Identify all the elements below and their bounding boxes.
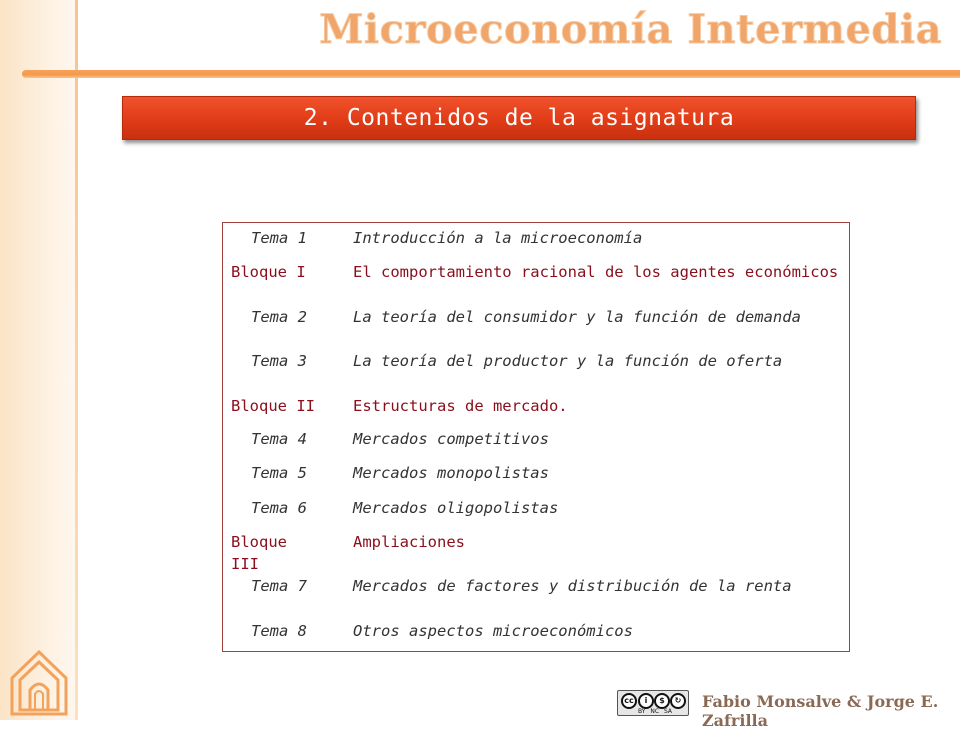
license-label: BY NC SA — [638, 708, 672, 715]
cc-icon: cc — [621, 693, 637, 709]
footer-authors: Fabio Monsalve & Jorge E. Zafrilla — [702, 692, 939, 730]
row-label: Tema 5 — [251, 464, 307, 482]
row-description: La teoría del consumidor y la función de demanda — [353, 308, 801, 326]
section-header: 2. Contenidos de la asignatura — [122, 96, 916, 140]
university-emblem-icon — [8, 650, 70, 716]
row-description: Mercados competitivos — [353, 430, 549, 448]
contents-table — [222, 222, 850, 652]
row-label: Tema 7 — [251, 577, 307, 595]
row-description: Estructuras de mercado. — [353, 397, 568, 415]
row-label: Tema 6 — [251, 499, 307, 517]
noncommercial-icon: $ — [654, 693, 670, 709]
row-description: Mercados de factores y distribución de la renta — [353, 577, 792, 595]
row-label: Bloque I — [231, 263, 306, 281]
row-label: Tema 8 — [251, 622, 307, 640]
left-decorative-band — [0, 0, 78, 720]
row-label: Tema 2 — [251, 308, 307, 326]
row-description: Mercados oligopolistas — [353, 499, 559, 517]
course-title: Microeconomía Intermedia — [319, 6, 942, 53]
row-description: Ampliaciones — [353, 533, 465, 551]
row-label: Bloque III — [231, 533, 287, 573]
attribution-icon: i — [638, 693, 654, 709]
title-underline — [22, 70, 960, 78]
row-description: Introducción a la microeconomía — [353, 229, 643, 247]
row-description: Otros aspectos microeconómicos — [353, 622, 633, 640]
row-label: Tema 3 — [251, 352, 307, 370]
row-description: El comportamiento racional de los agentes económicos — [353, 263, 839, 281]
license-badge — [617, 690, 689, 716]
row-description: La teoría del productor y la función de oferta — [353, 352, 783, 370]
sharealike-icon: ↻ — [670, 693, 686, 709]
row-label: Tema 4 — [251, 430, 307, 448]
row-label: Tema 1 — [251, 229, 307, 247]
row-description: Mercados monopolistas — [353, 464, 549, 482]
row-label: Bloque II — [231, 397, 315, 415]
